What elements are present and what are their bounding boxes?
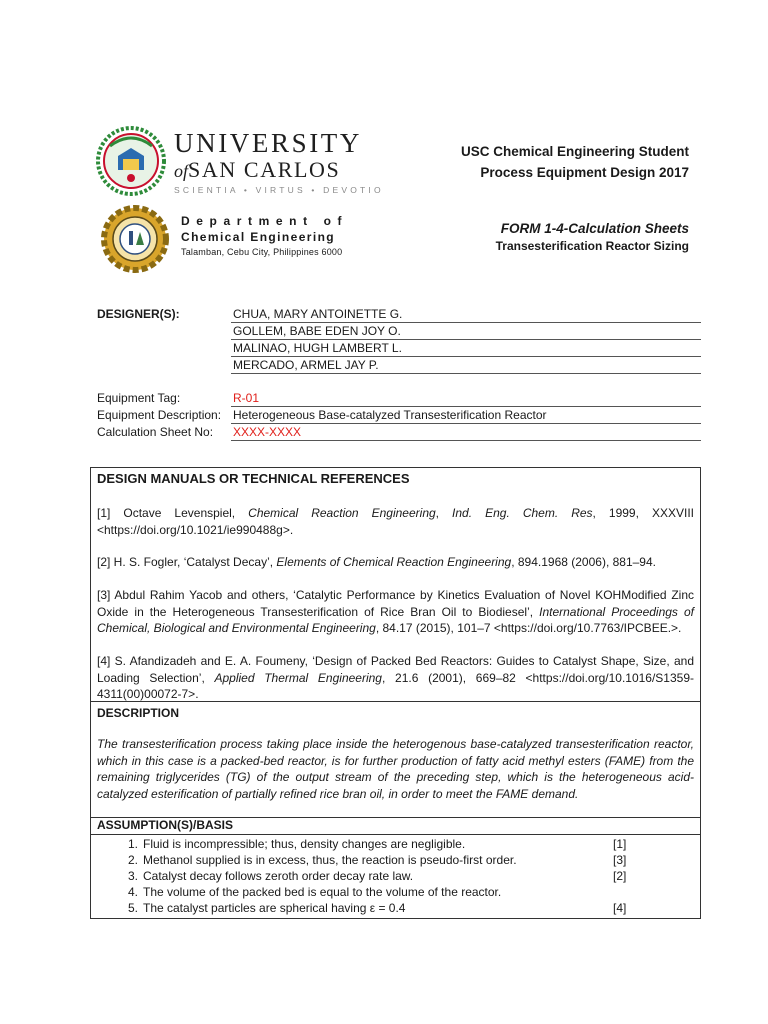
designer-name: MERCADO, ARMEL JAY P. xyxy=(231,357,701,374)
description-heading: DESCRIPTION xyxy=(97,706,180,720)
university-name-line2 xyxy=(174,158,384,183)
reference-item: [4] S. Afandizadeh and E. A. Foumeny, ‘Design of Packed Bed Reactors: Guides to Catalyst Shape, Size, and Loading Selection’, Applied Thermal Engineering, 21.6 (2001), 669–82 <https://doi.org/10.1016/S1359-4311(00)00072-7>. xyxy=(97,654,694,701)
reference-item: [2] H. S. Fogler, ‘Catalyst Decay’, Elements of Chemical Reaction Engineering, 894.1968 (2006), 881–94. xyxy=(97,555,656,569)
department-gear-logo xyxy=(100,204,170,274)
designer-name: MALINAO, HUGH LAMBERT L. xyxy=(231,340,701,357)
university-name-line1: UNIVERSITY xyxy=(174,128,362,158)
equipment-tag-value: R-01 xyxy=(231,390,701,407)
reference-item: [1] Octave Levenspiel, Chemical Reaction Engineering, Ind. Eng. Chem. Res, 1999, XXXVIII <https://doi.org/10.1021/ie990488g>. xyxy=(97,506,694,537)
description-text: The transesterification process taking place inside the heterogenous base-catalyzed transesterification reactor, which in this case is a packed-bed reactor, is for further production of fatty acid methyl esters (FAME) from the remaining triglycerides (TG) of the output stream of the preceding step, which is the heterogeneous acid-catalyzed esterification of partially refined rice bran oil, in order to meet the FAME demand. xyxy=(97,737,694,801)
designer-name: GOLLEM, BABE EDEN JOY O. xyxy=(231,323,701,340)
equipment-tag-label: Equipment Tag: xyxy=(97,391,181,405)
form-title: FORM 1-4-Calculation Sheets xyxy=(500,221,689,236)
equipment-description-label: Equipment Description: xyxy=(97,408,222,422)
designer-name: CHUA, MARY ANTOINETTE G. xyxy=(231,306,701,323)
course-title: USC Chemical Engineering Student xyxy=(460,144,689,159)
department-address: Talamban, Cebu City, Philippines 6000 xyxy=(181,247,343,257)
university-seal-logo xyxy=(96,126,166,196)
department-name-line2: Chemical Engineering xyxy=(181,230,336,244)
assumption-item: 4. The volume of the packed bed is equal to the volume of the reactor. xyxy=(127,885,502,899)
assumption-list xyxy=(91,836,700,916)
references-box xyxy=(90,467,701,919)
department-name-line1: Department of xyxy=(181,214,349,228)
assumption-item: 3. Catalyst decay follows zeroth order decay rate law. [2] xyxy=(127,869,627,883)
university-name xyxy=(174,128,384,195)
department-name xyxy=(181,213,348,258)
references-heading: DESIGN MANUALS OR TECHNICAL REFERENCES xyxy=(97,471,410,486)
section-divider xyxy=(91,701,700,702)
assumption-item: 1. Fluid is incompressible; thus, density changes are negligible. [1] xyxy=(127,837,627,851)
calc-sheet-label: Calculation Sheet No: xyxy=(97,425,214,439)
equipment-description-value: Heterogeneous Base-catalyzed Transesterification Reactor xyxy=(231,407,701,424)
reference-item: [3] Abdul Rahim Yacob and others, ‘Catalytic Performance by Kinetics Evaluation of Novel KOHModified Zinc Oxide in the Heterogeneous Transesterification of Rice Bran Oil to Biodiesel’, International Proceedings of Chemical, Biological and Environmental Engineering, 84.17 (2015), 101–7 <https://doi.org/10.7763/IPCBEE.>. xyxy=(97,588,694,635)
university-of: of xyxy=(174,161,189,181)
reference-list xyxy=(91,505,700,538)
university-san-carlos: SAN CARLOS xyxy=(188,157,341,182)
form-subtitle: Transesterification Reactor Sizing xyxy=(495,239,689,253)
designers-label: DESIGNER(S): xyxy=(97,307,180,321)
university-motto: SCIENTIA • VIRTUS • DEVOTIO xyxy=(174,185,384,195)
calc-sheet-value: XXXX-XXXX xyxy=(231,424,701,441)
assumption-item: 2. Methanol supplied is in excess, thus, the reaction is pseudo-first order. [3] xyxy=(127,853,627,867)
course-subtitle: Process Equipment Design 2017 xyxy=(480,165,689,180)
course-header xyxy=(461,141,689,183)
form-header xyxy=(496,220,689,255)
section-divider xyxy=(91,834,700,835)
assumptions-heading: ASSUMPTION(S)/BASIS xyxy=(97,818,234,832)
assumption-item: 5. The catalyst particles are spherical having ε = 0.4 [4] xyxy=(127,901,627,915)
